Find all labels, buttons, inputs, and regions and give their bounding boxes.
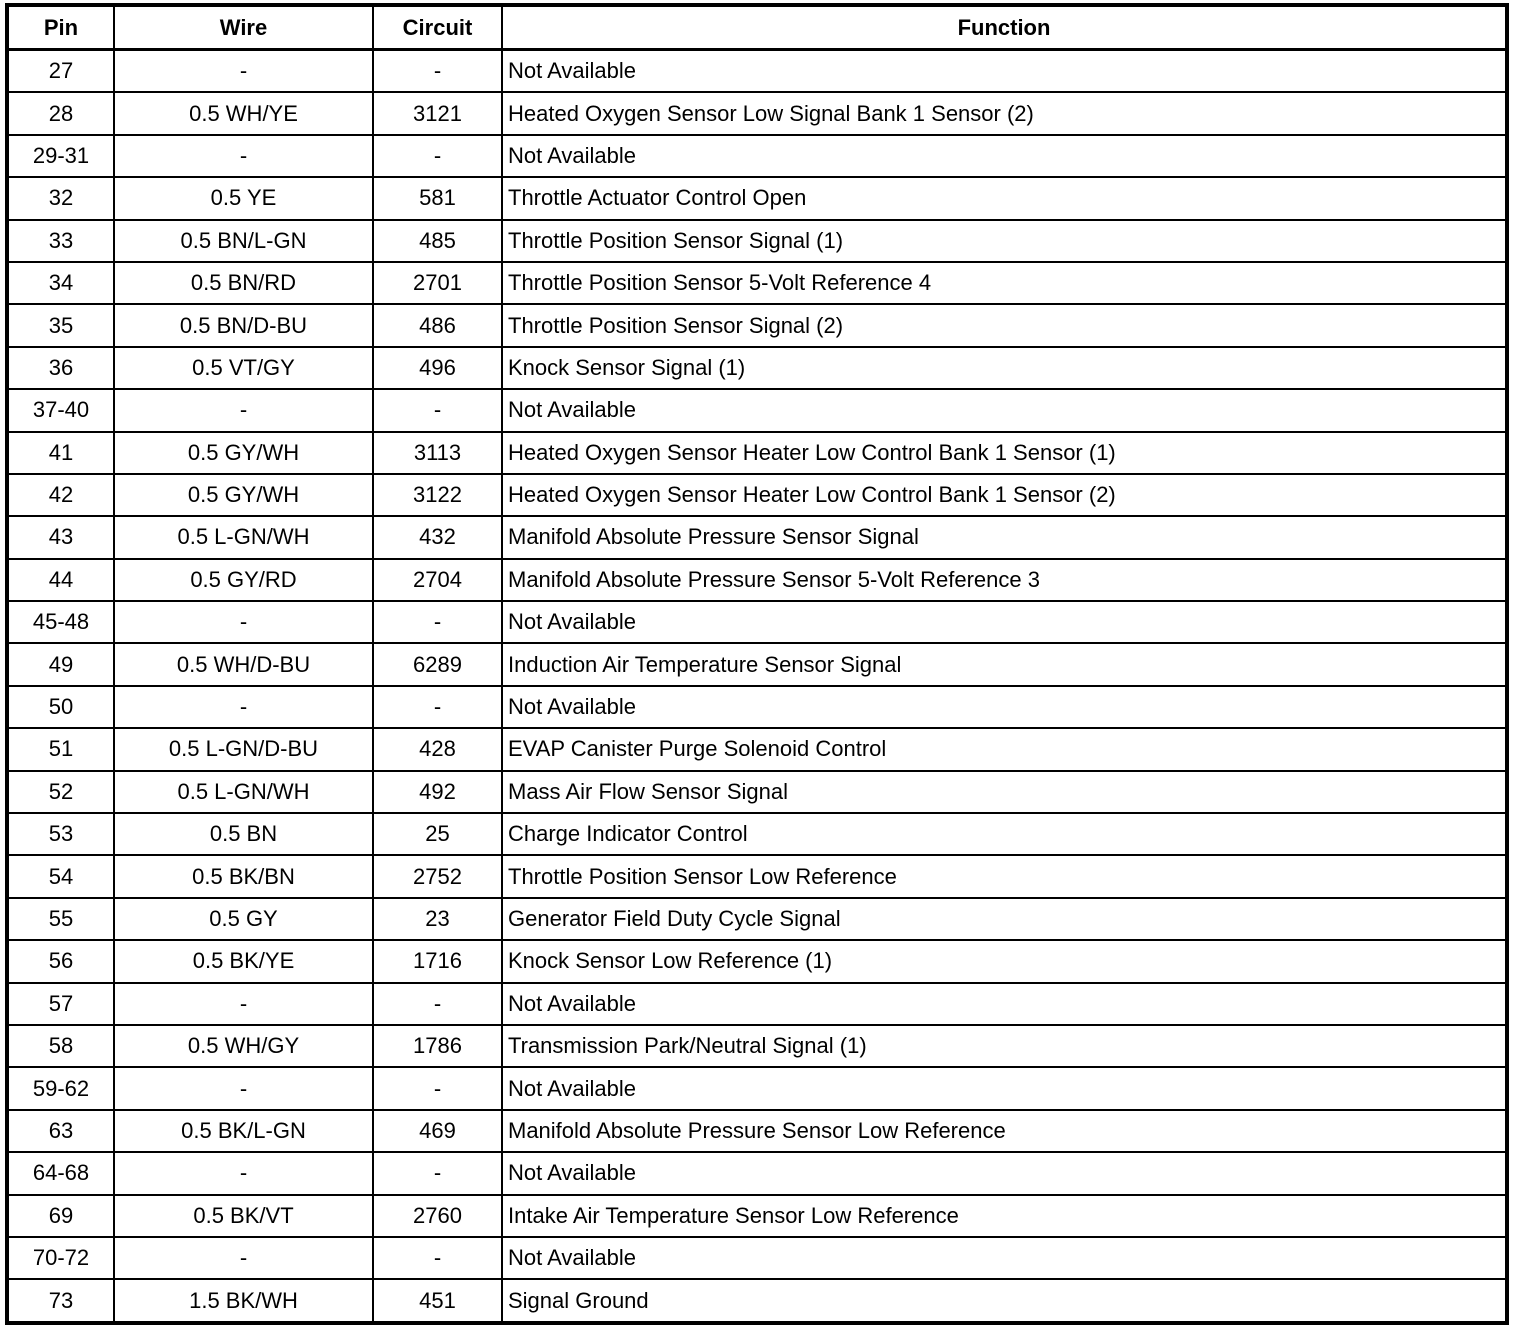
pin-cell: 45-48 (7, 601, 114, 643)
circuit-cell: 486 (373, 304, 502, 346)
table-row (7, 898, 1507, 940)
pin-cell: 57 (7, 983, 114, 1025)
pin-cell: 49 (7, 643, 114, 685)
function-cell: Heated Oxygen Sensor Heater Low Control Bank 1 Sensor (1) (502, 432, 1507, 474)
table-body (7, 50, 1507, 1323)
pin-cell: 50 (7, 686, 114, 728)
circuit-cell: 469 (373, 1110, 502, 1152)
circuit-cell: - (373, 1067, 502, 1109)
wire-cell: 0.5 GY/WH (114, 474, 373, 516)
circuit-cell: - (373, 135, 502, 177)
wire-cell: 0.5 BK/YE (114, 940, 373, 982)
table-row (7, 389, 1507, 431)
function-cell: Not Available (502, 1152, 1507, 1194)
table-row (7, 516, 1507, 558)
function-cell: Knock Sensor Signal (1) (502, 347, 1507, 389)
circuit-cell: 1716 (373, 940, 502, 982)
circuit-cell: 25 (373, 813, 502, 855)
circuit-cell: 2760 (373, 1195, 502, 1237)
wire-cell: 0.5 L-GN/WH (114, 771, 373, 813)
circuit-cell: 492 (373, 771, 502, 813)
wire-cell: 0.5 GY/WH (114, 432, 373, 474)
pin-cell: 32 (7, 177, 114, 219)
table-row (7, 474, 1507, 516)
circuit-cell: - (373, 601, 502, 643)
pin-cell: 51 (7, 728, 114, 770)
wire-cell: 0.5 BN/RD (114, 262, 373, 304)
circuit-cell: - (373, 1152, 502, 1194)
function-cell: Not Available (502, 983, 1507, 1025)
pin-cell: 28 (7, 92, 114, 134)
function-cell: Not Available (502, 50, 1507, 93)
circuit-cell: 2701 (373, 262, 502, 304)
table-row (7, 92, 1507, 134)
table-row (7, 643, 1507, 685)
table-row (7, 1237, 1507, 1279)
pin-cell: 33 (7, 220, 114, 262)
table-row (7, 1195, 1507, 1237)
wire-cell: 0.5 GY (114, 898, 373, 940)
function-cell: Throttle Position Sensor Signal (2) (502, 304, 1507, 346)
circuit-cell: - (373, 1237, 502, 1279)
pin-cell: 36 (7, 347, 114, 389)
header-function: Function (502, 5, 1507, 50)
table-row (7, 1152, 1507, 1194)
header-row (7, 5, 1507, 50)
wire-cell: 0.5 L-GN/D-BU (114, 728, 373, 770)
function-cell: Heated Oxygen Sensor Low Signal Bank 1 Sensor (2) (502, 92, 1507, 134)
table-row (7, 813, 1507, 855)
wire-cell: 0.5 L-GN/WH (114, 516, 373, 558)
pin-cell: 52 (7, 771, 114, 813)
wire-cell: - (114, 601, 373, 643)
function-cell: Manifold Absolute Pressure Sensor 5-Volt Reference 3 (502, 559, 1507, 601)
header-wire: Wire (114, 5, 373, 50)
table-row (7, 220, 1507, 262)
table-row (7, 940, 1507, 982)
circuit-cell: 496 (373, 347, 502, 389)
wire-cell: - (114, 686, 373, 728)
pin-cell: 73 (7, 1279, 114, 1322)
pin-cell: 56 (7, 940, 114, 982)
wire-cell: - (114, 1067, 373, 1109)
circuit-cell: 6289 (373, 643, 502, 685)
table-row (7, 1067, 1507, 1109)
circuit-cell: - (373, 983, 502, 1025)
pin-cell: 35 (7, 304, 114, 346)
header-circuit: Circuit (373, 5, 502, 50)
table-row (7, 728, 1507, 770)
circuit-cell: - (373, 50, 502, 93)
function-cell: Manifold Absolute Pressure Sensor Low Reference (502, 1110, 1507, 1152)
wire-cell: - (114, 983, 373, 1025)
function-cell: EVAP Canister Purge Solenoid Control (502, 728, 1507, 770)
pin-cell: 54 (7, 855, 114, 897)
circuit-cell: 581 (373, 177, 502, 219)
circuit-cell: 23 (373, 898, 502, 940)
header-pin: Pin (7, 5, 114, 50)
circuit-cell: - (373, 389, 502, 431)
wire-cell: 0.5 BK/VT (114, 1195, 373, 1237)
wire-cell: 0.5 WH/YE (114, 92, 373, 134)
pin-cell: 63 (7, 1110, 114, 1152)
wire-cell: 0.5 YE (114, 177, 373, 219)
circuit-cell: 1786 (373, 1025, 502, 1067)
pin-cell: 55 (7, 898, 114, 940)
table-row (7, 50, 1507, 93)
circuit-cell: 3122 (373, 474, 502, 516)
table-row (7, 177, 1507, 219)
circuit-cell: 2752 (373, 855, 502, 897)
circuit-cell: 485 (373, 220, 502, 262)
wire-cell: 0.5 WH/GY (114, 1025, 373, 1067)
function-cell: Charge Indicator Control (502, 813, 1507, 855)
pin-cell: 29-31 (7, 135, 114, 177)
table-row (7, 983, 1507, 1025)
table-row (7, 1279, 1507, 1322)
function-cell: Intake Air Temperature Sensor Low Reference (502, 1195, 1507, 1237)
function-cell: Signal Ground (502, 1279, 1507, 1322)
function-cell: Transmission Park/Neutral Signal (1) (502, 1025, 1507, 1067)
table-row (7, 1110, 1507, 1152)
pin-cell: 27 (7, 50, 114, 93)
pin-cell: 58 (7, 1025, 114, 1067)
function-cell: Heated Oxygen Sensor Heater Low Control Bank 1 Sensor (2) (502, 474, 1507, 516)
circuit-cell: 3121 (373, 92, 502, 134)
pin-cell: 70-72 (7, 1237, 114, 1279)
pin-cell: 42 (7, 474, 114, 516)
function-cell: Mass Air Flow Sensor Signal (502, 771, 1507, 813)
table-row (7, 304, 1507, 346)
pin-cell: 43 (7, 516, 114, 558)
pin-cell: 59-62 (7, 1067, 114, 1109)
table-row (7, 559, 1507, 601)
function-cell: Induction Air Temperature Sensor Signal (502, 643, 1507, 685)
pin-cell: 44 (7, 559, 114, 601)
wire-cell: 0.5 VT/GY (114, 347, 373, 389)
wire-cell: 0.5 BK/L-GN (114, 1110, 373, 1152)
wire-cell: 0.5 BN/L-GN (114, 220, 373, 262)
function-cell: Not Available (502, 135, 1507, 177)
wire-cell: - (114, 389, 373, 431)
function-cell: Generator Field Duty Cycle Signal (502, 898, 1507, 940)
wire-cell: - (114, 50, 373, 93)
table-row (7, 1025, 1507, 1067)
function-cell: Not Available (502, 686, 1507, 728)
table-row (7, 347, 1507, 389)
table-row (7, 135, 1507, 177)
table-row (7, 855, 1507, 897)
circuit-cell: 451 (373, 1279, 502, 1322)
wire-cell: 0.5 BK/BN (114, 855, 373, 897)
function-cell: Manifold Absolute Pressure Sensor Signal (502, 516, 1507, 558)
circuit-cell: 428 (373, 728, 502, 770)
pin-cell: 37-40 (7, 389, 114, 431)
function-cell: Throttle Position Sensor Signal (1) (502, 220, 1507, 262)
table-row (7, 432, 1507, 474)
pin-cell: 41 (7, 432, 114, 474)
circuit-cell: 3113 (373, 432, 502, 474)
wire-cell: 0.5 BN (114, 813, 373, 855)
function-cell: Not Available (502, 1067, 1507, 1109)
pin-cell: 64-68 (7, 1152, 114, 1194)
table-row (7, 601, 1507, 643)
function-cell: Not Available (502, 601, 1507, 643)
function-cell: Knock Sensor Low Reference (1) (502, 940, 1507, 982)
wire-cell: - (114, 1237, 373, 1279)
wire-cell: 1.5 BK/WH (114, 1279, 373, 1322)
function-cell: Throttle Position Sensor 5-Volt Reference 4 (502, 262, 1507, 304)
circuit-cell: 432 (373, 516, 502, 558)
function-cell: Throttle Actuator Control Open (502, 177, 1507, 219)
pin-cell: 34 (7, 262, 114, 304)
wire-cell: - (114, 135, 373, 177)
table-row (7, 262, 1507, 304)
pinout-table (5, 3, 1509, 1325)
wire-cell: 0.5 WH/D-BU (114, 643, 373, 685)
pin-cell: 69 (7, 1195, 114, 1237)
wire-cell: 0.5 GY/RD (114, 559, 373, 601)
table-row (7, 771, 1507, 813)
wire-cell: - (114, 1152, 373, 1194)
function-cell: Not Available (502, 1237, 1507, 1279)
wire-cell: 0.5 BN/D-BU (114, 304, 373, 346)
circuit-cell: - (373, 686, 502, 728)
function-cell: Throttle Position Sensor Low Reference (502, 855, 1507, 897)
table-row (7, 686, 1507, 728)
circuit-cell: 2704 (373, 559, 502, 601)
pin-cell: 53 (7, 813, 114, 855)
function-cell: Not Available (502, 389, 1507, 431)
